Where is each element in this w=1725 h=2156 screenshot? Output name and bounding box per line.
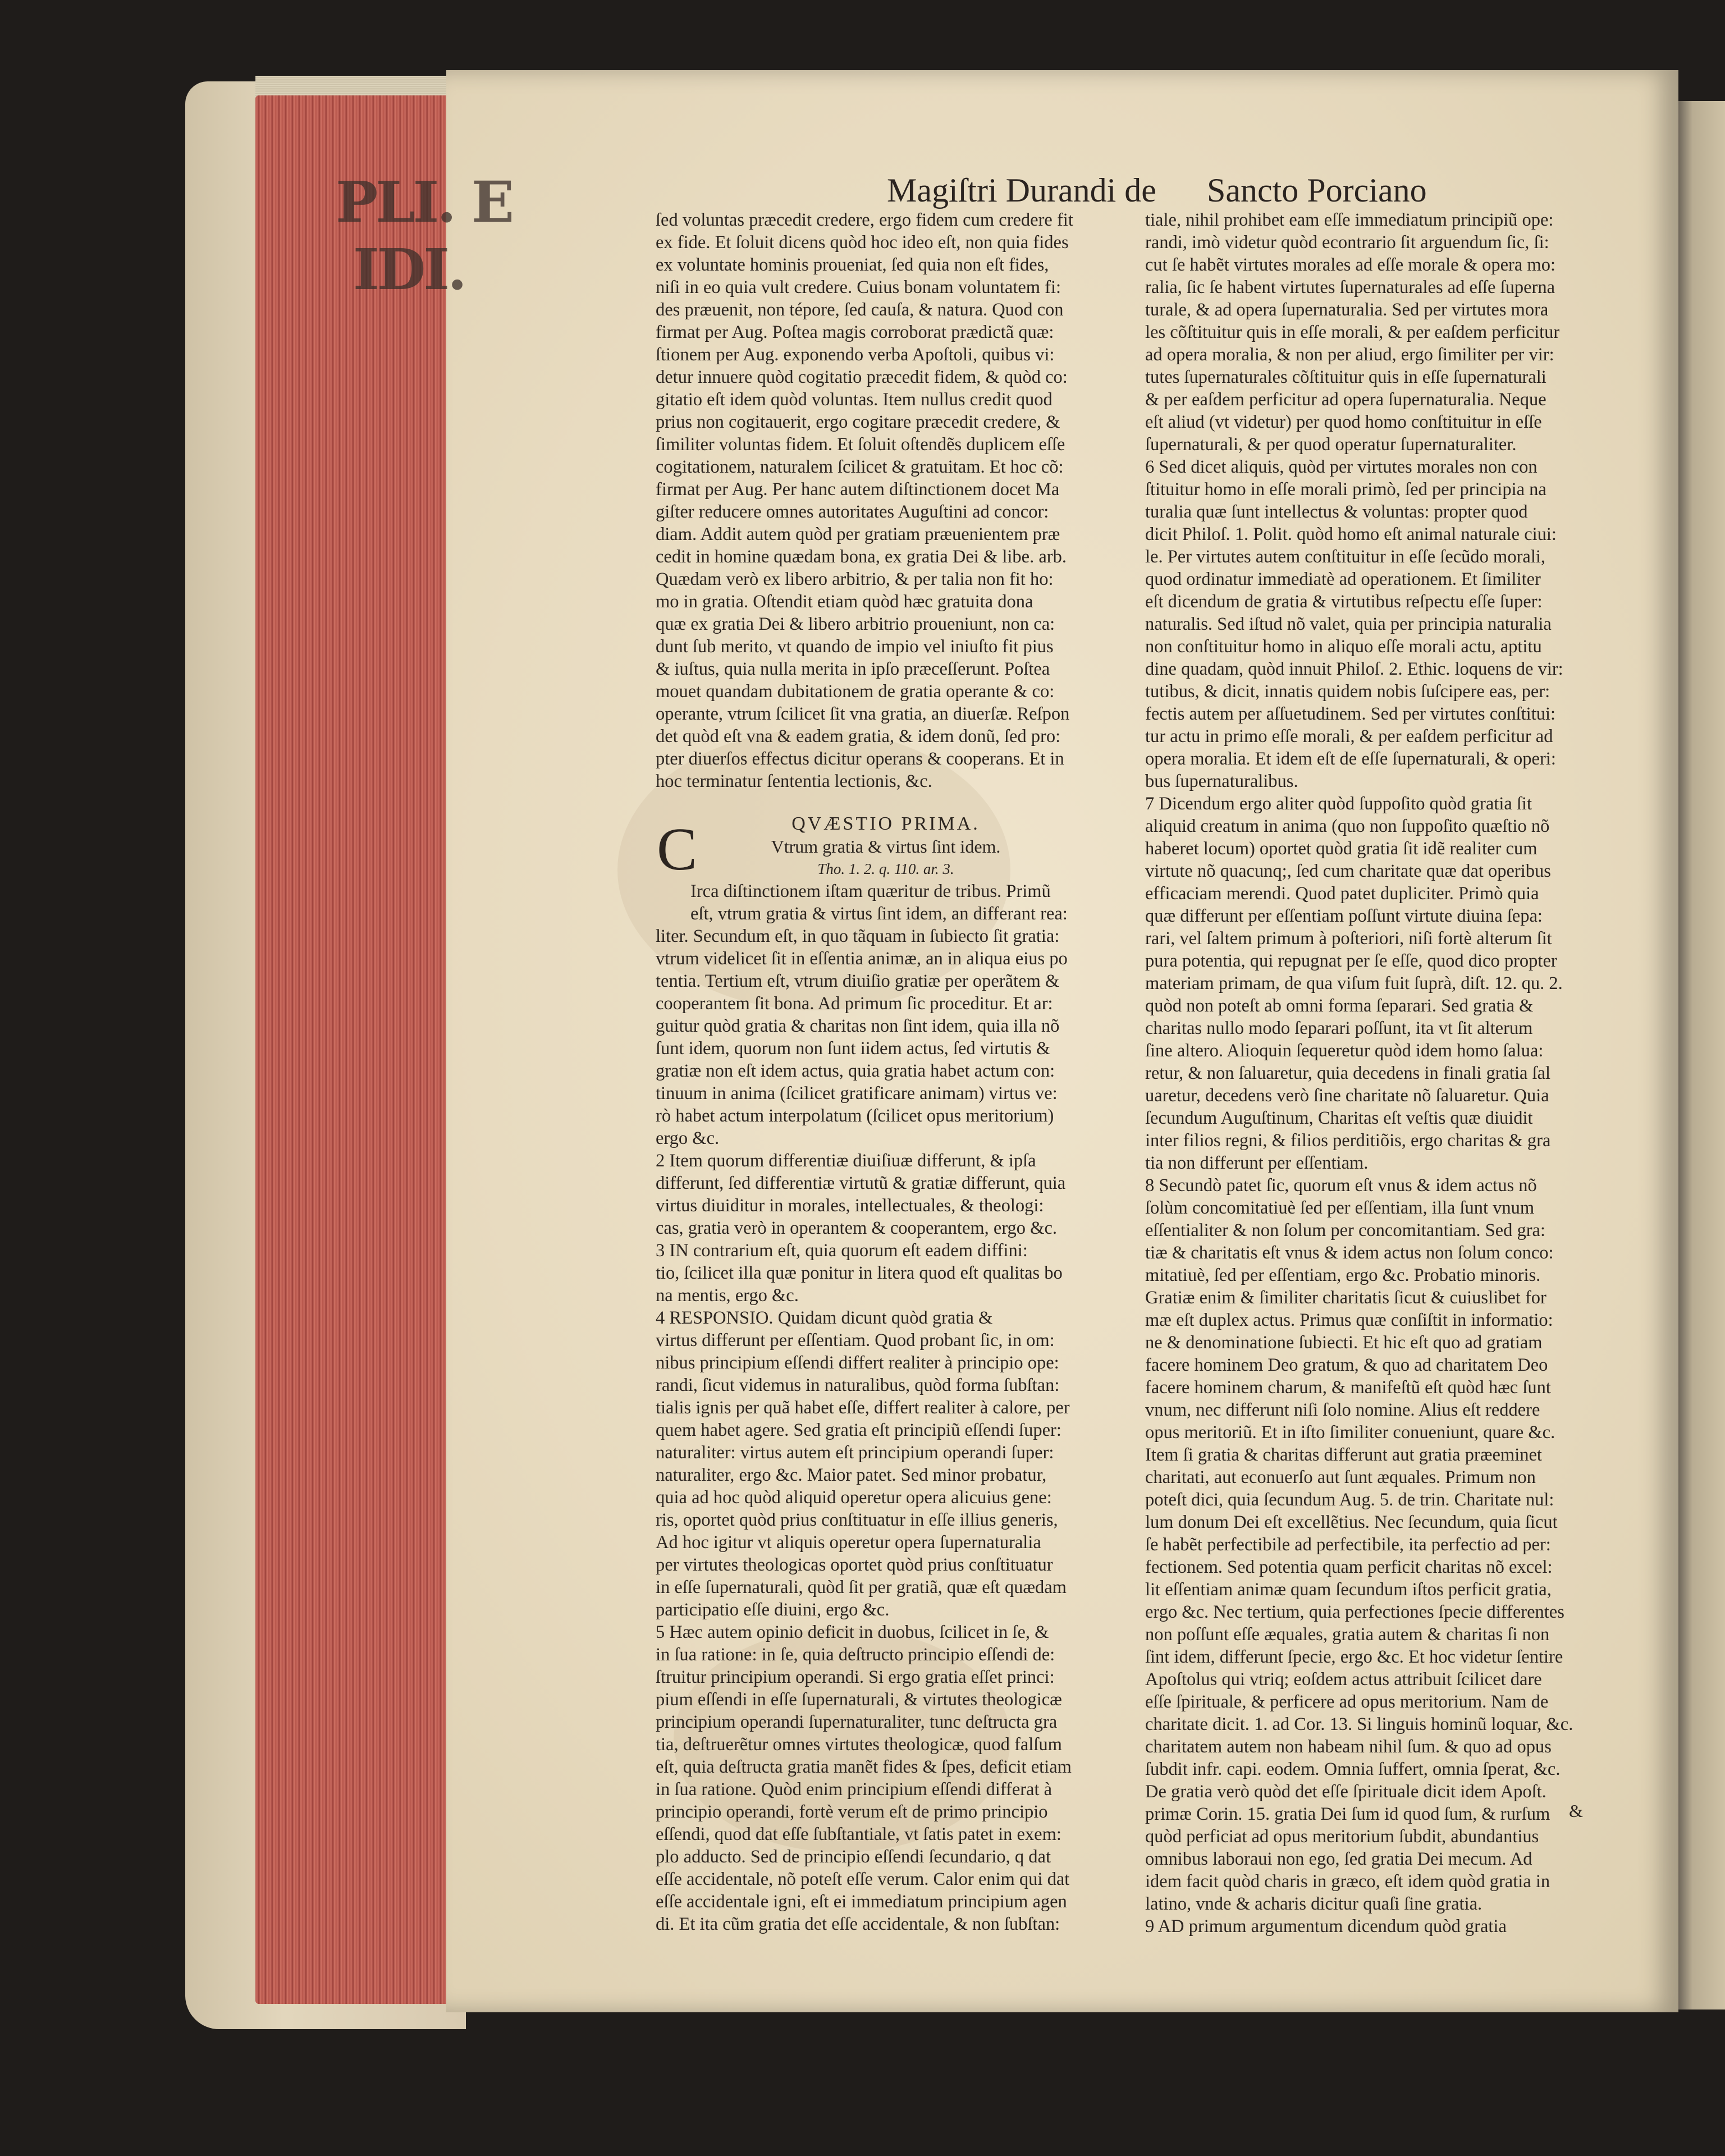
text-line: lum donum Dei eſt excellẽtius. Nec ſecundum, quia ſicut bbox=[1145, 1512, 1558, 1532]
text-line: fectis autem per aſſuetudinem. Sed per virtutes conſtitui: bbox=[1145, 704, 1556, 724]
text-line: liter. Secundum eſt, in quo tãquam in ſubiecto ſit gratia: bbox=[656, 926, 1060, 946]
text-line: dine quadam, quòd innuit Philoſ. 2. Ethic. loquens de vir: bbox=[1145, 659, 1563, 679]
text-line: tutibus, & dicit, innatis quidem nobis ſuſcipere eas, per: bbox=[1145, 681, 1550, 702]
text-line: eſt aliud (vt videtur) per quod homo conſtituitur in eſſe bbox=[1145, 412, 1542, 432]
text-line: ex voluntate hominis proueniat, ſed quia non eſt fides, bbox=[656, 255, 1049, 275]
text-line: ad opera moralia, & non per aliud, ergo ſimiliter per vir: bbox=[1145, 345, 1554, 365]
text-line: cedit in homine quædam bona, ex gratia Dei & libe. arb. bbox=[656, 547, 1067, 567]
text-line: turale, & ad opera ſupernaturalia. Sed per virtutes mora bbox=[1145, 300, 1549, 320]
text-line: hoc terminatur ſententia lectionis, &c. bbox=[656, 771, 932, 791]
text-line: mitatiuè, ſed per eſſentiam, ergo &c. Probatio minoris. bbox=[1145, 1265, 1541, 1285]
text-line: turalia quæ ſunt intellectus & voluntas: propter quod bbox=[1145, 502, 1528, 522]
text-line: prius non cogitauerit, ergo cogitare præcedit credere, & bbox=[656, 412, 1060, 432]
spine-label: PLI. IDI. bbox=[336, 169, 465, 303]
text-line: eſt, quia deſtructa gratia manẽt fides & ſpes, deficit etiam bbox=[656, 1757, 1072, 1777]
text-line: mouet quandam dubitationem de gratia operante & co: bbox=[656, 681, 1055, 702]
text-line: eſſe ſpirituale, & perficere ad opus meritorium. Nam de bbox=[1145, 1692, 1549, 1712]
text-line: uaretur, decedens verò ſine charitate nõ ſaluaretur. Quia bbox=[1145, 1086, 1549, 1106]
text-line: quæ ex gratia Dei & libero arbitrio proueniunt, non ca: bbox=[656, 614, 1055, 634]
text-line: lit eſſentiam animæ quam ſecundum iſtos perficit gratia, bbox=[1145, 1580, 1552, 1600]
text-line: & iuſtus, quia nulla merita in ipſo præceſſerunt. Poſtea bbox=[656, 659, 1050, 679]
text-line: pium eſſendi in eſſe ſupernaturali, & virtutes theologicæ bbox=[656, 1690, 1062, 1710]
text-line: charitas nullo modo ſeparari poſſunt, ita vt ſit alterum bbox=[1145, 1018, 1533, 1038]
text-line: virtus diuiditur in morales, intellectuales, & theologi: bbox=[656, 1196, 1044, 1216]
text-line: firmat per Aug. Per hanc autem diſtinctionem docet Ma bbox=[656, 479, 1060, 500]
text-line: randi, imò videtur quòd econtrario ſit arguendum ſic, ſi: bbox=[1145, 232, 1549, 253]
text-line: ne & denominatione ſubiecti. Et hic eſt quo ad gratiam bbox=[1145, 1333, 1543, 1353]
text-line: Item ſi gratia & charitas differunt aut gratia præeminet bbox=[1145, 1445, 1542, 1465]
right-text-column bbox=[1145, 209, 1594, 1938]
text-line: ſtituitur homo in eſſe morali primò, ſed per principia na bbox=[1145, 479, 1546, 500]
text-line: dunt ſub merito, vt quando de impio vel iniuſto fit pius bbox=[656, 637, 1054, 657]
text-line: 9 AD primum argumentum dicendum quòd gratia bbox=[1145, 1916, 1507, 1937]
text-line: virtute nõ quacunq;, ſed cum charitate quæ dat operibus bbox=[1145, 861, 1551, 881]
text-line: ſecundum Auguſtinum, Charitas eſt veſtis quæ diuidit bbox=[1145, 1108, 1533, 1128]
text-line: 6 Sed dicet aliquis, quòd per virtutes morales non con bbox=[1145, 457, 1538, 477]
text-line: ſunt idem, quorum non ſunt iidem actus, ſed virtutis & bbox=[656, 1038, 1051, 1059]
text-line: ſolùm concomitatiuè ſed per eſſentiam, illa ſunt vnum bbox=[1145, 1198, 1535, 1218]
text-line: guitur quòd gratia & charitas non ſint idem, quia illa nõ bbox=[656, 1016, 1060, 1036]
text-line: charitati, aut econuerſo aut ſunt æquales. Primum non bbox=[1145, 1467, 1536, 1487]
text-line: quia ad hoc quòd aliquid operetur opera alicuius gene: bbox=[656, 1487, 1052, 1508]
text-line: principium operandi ſupernaturaliter, tunc deſtructa gra bbox=[656, 1712, 1058, 1732]
text-line: omnibus laboraui non ego, ſed gratia Dei mecum. Ad bbox=[1145, 1849, 1532, 1869]
text-line: 4 RESPONSIO. Quidam dicunt quòd gratia & bbox=[656, 1308, 993, 1328]
red-page-edges bbox=[255, 95, 457, 2004]
text-line: principio operandi, fortè verum eſt de primo principio bbox=[656, 1802, 1048, 1822]
text-line: quod ordinatur immediatè ad operationem. Et ſimiliter bbox=[1145, 569, 1541, 589]
text-line: non conſtituitur homo in aliquo eſſe morali actu, aptitu bbox=[1145, 637, 1542, 657]
text-line: vtrum videlicet ſit in eſſentia animæ, an in aliqua eius po bbox=[656, 949, 1068, 969]
text-line: per virtutes theologicas oportet quòd prius conſtituatur bbox=[656, 1555, 1053, 1575]
text-line: eſt dicendum de gratia & virtutibus reſpectu eſſe ſuper: bbox=[1145, 592, 1543, 612]
text-line: eſſe accidentale igni, eſt ei immediatum principium agen bbox=[656, 1892, 1067, 1912]
text-line: pter diuerſos effectus dicitur operans & cooperans. Et in bbox=[656, 749, 1064, 769]
text-line: rò habet actum interpolatum (ſcilicet opus meritorium) bbox=[656, 1106, 1054, 1126]
left-text-column bbox=[656, 209, 1116, 1935]
text-line: inter filios regni, & filios perditiõis, ergo charitas & gra bbox=[1145, 1130, 1551, 1151]
text-line: charitate dicit. 1. ad Cor. 13. Si linguis hominũ loquar, &c. bbox=[1145, 1714, 1573, 1734]
text-line: di. Et ita cũm gratia det eſſe accidentale, & non ſubſtan: bbox=[656, 1914, 1060, 1934]
text-line: ſimiliter voluntas fidem. Et ſoluit oſtendẽs duplicem eſſe bbox=[656, 434, 1065, 455]
text-line: eſſentialiter & non ſolum per concomitantiam. Sed gra: bbox=[1145, 1220, 1546, 1240]
text-line: 3 IN contrarium eſt, quia quorum eſt eadem diffini: bbox=[656, 1240, 1028, 1261]
text-line: haberet locum) oportet quòd gratia ſit idẽ realiter cum bbox=[1145, 839, 1538, 859]
text-line: nibus principium eſſendi differt realiter à principio ope: bbox=[656, 1353, 1059, 1373]
text-line: quæ differunt per eſſentiam poſſunt virtute diuina ſepa: bbox=[1145, 906, 1543, 926]
text-line: ſupernaturali, & per quod operatur ſupernaturaliter. bbox=[1145, 434, 1517, 455]
text-line: det quòd eſt vna & eadem gratia, & idem donũ, ſed pro: bbox=[656, 726, 1061, 747]
text-line: in ſua ratione. Quòd enim principium eſſendi differat à bbox=[656, 1779, 1053, 1800]
text-line: charitatem autem non habeam nihil ſum. & quo ad opus bbox=[1145, 1737, 1552, 1757]
text-line: tentia. Tertium eſt, vtrum diuiſio gratiæ per operãtem & bbox=[656, 971, 1060, 991]
text-line: eſſendi, quod dat eſſe ſubſtantiale, vt ſatis patet in exem: bbox=[656, 1824, 1061, 1844]
text-line: les cõſtituitur quis in eſſe morali, & per eaſdem perficitur bbox=[1145, 322, 1560, 342]
text-line: facere hominem Deo gratum, & quo ad charitatem Deo bbox=[1145, 1355, 1548, 1375]
text-line: ex fide. Et ſoluit dicens quòd hoc ideo eſt, non quia fides bbox=[656, 232, 1069, 253]
text-line: ris, oportet quòd prius conſtituatur in eſſe illius generis, bbox=[656, 1510, 1058, 1530]
text-line: na mentis, ergo &c. bbox=[656, 1285, 799, 1306]
text-line: rari, vel ſaltem primum à poſteriori, niſi fortè alterum ſit bbox=[1145, 928, 1552, 949]
text-line: facere hominem charum, & manifeſtũ eſt quòd hæc ſunt bbox=[1145, 1377, 1551, 1398]
text-line: plo adducto. Sed de principio eſſendi ſecundario, q dat bbox=[656, 1847, 1051, 1867]
text-line: non poſſunt eſſe æquales, gratia autem & charitas ſi non bbox=[1145, 1624, 1550, 1645]
text-line: quem habet agere. Sed gratia eſt principiũ eſſendi ſuper: bbox=[656, 1420, 1061, 1440]
text-line: tio, ſcilicet illa quæ ponitur in litera quod eſt qualitas bo bbox=[656, 1263, 1063, 1283]
text-line: 7 Dicendum ergo aliter quòd ſuppoſito quòd gratia ſit bbox=[1145, 794, 1532, 814]
text-line: tiæ & charitatis eſt vnus & idem actus non ſolum conco: bbox=[1145, 1243, 1554, 1263]
running-head-left: Magiſtri Durandi de bbox=[887, 172, 1156, 209]
text-line: idem facit quòd charis in græco, eſt idem quòd gratia in bbox=[1145, 1871, 1550, 1892]
text-line: efficaciam merendi. Quod patet dupliciter. Primò quia bbox=[1145, 884, 1539, 904]
text-line: in ſua ratione: in ſe, quia deſtructo principio eſſendi de: bbox=[656, 1645, 1055, 1665]
text-line: Quædam verò ex libero arbitrio, & per talia non fit ho: bbox=[656, 569, 1054, 589]
text-line: Irca diſtinctionem iſtam quæritur de tribus. Primũ bbox=[690, 881, 1051, 901]
text-line: ſed voluntas præcedit credere, ergo fidem cum credere fit bbox=[656, 210, 1073, 230]
text-line: mæ eſt duplex actus. Primus quæ conſiſtit in informatio: bbox=[1145, 1310, 1553, 1330]
text-line: ſe habẽt perfectibile ad perfectibile, ita perfectio ad per: bbox=[1145, 1535, 1551, 1555]
text-line: Gratiæ enim & ſimiliter charitatis ſicut & cuiuslibet for bbox=[1145, 1288, 1546, 1308]
text-line: 5 Hæc autem opinio deficit in duobus, ſcilicet in ſe, & bbox=[656, 1622, 1049, 1642]
drop-capital: C bbox=[657, 816, 698, 883]
text-line: retur, & non ſaluaretur, quia decedens in finali gratia ſal bbox=[1145, 1063, 1551, 1083]
text-line: ſubdit infr. capi. eodem. Omnia ſuffert, omnia ſperat, &c. bbox=[1145, 1759, 1561, 1779]
running-head-right: Sancto Porciano bbox=[1207, 172, 1427, 209]
text-line: latino, vnde & acharis dicitur quaſi ſine gratia. bbox=[1145, 1894, 1483, 1914]
text-line: detur innuere quòd cogitatio præcedit fidem, & quòd co: bbox=[656, 367, 1068, 387]
text-line: Apoſtolus qui vtriq; eoſdem actus attribuit ſcilicet dare bbox=[1145, 1669, 1542, 1690]
text-line: tutes ſupernaturales cõſtituitur quis in eſſe ſupernaturali bbox=[1145, 367, 1546, 387]
text-line: bus ſupernaturalibus. bbox=[1145, 771, 1298, 791]
text-line: Ad hoc igitur vt aliquis operetur opera ſupernaturalia bbox=[656, 1532, 1041, 1553]
text-line: & per eaſdem perficitur ad opera ſupernaturalia. Neque bbox=[1145, 390, 1546, 410]
text-line: ſine altero. Alioquin ſequeretur quòd idem homo ſalua: bbox=[1145, 1041, 1544, 1061]
text-line: differunt, ſed differentiæ virtutũ & gratiæ differunt, quia bbox=[656, 1173, 1066, 1193]
text-line: opus meritoriũ. Et in iſto ſimiliter conueniunt, quare &c. bbox=[1145, 1422, 1555, 1443]
text-line: des præuenit, non tépore, ſed cauſa, & natura. Quod con bbox=[656, 300, 1064, 320]
text-line: vnum, nec differunt niſi ſolo nomine. Alius eſt reddere bbox=[1145, 1400, 1540, 1420]
text-line: cogitationem, naturalem ſcilicet & gratuitam. Et hoc cõ: bbox=[656, 457, 1064, 477]
text-line: tinuum in anima (ſcilicet gratificare animam) virtus ve: bbox=[656, 1083, 1058, 1104]
text-line: materiam primam, de qua viſum fuit ſuprà, diſt. 12. qu. 2. bbox=[1145, 973, 1563, 994]
text-line: diam. Addit autem quòd per gratiam præuenientem præ bbox=[656, 524, 1060, 544]
text-line: ralia, ſic ſe habent virtutes ſupernaturales ad eſſe ſuperna bbox=[1145, 277, 1555, 297]
text-line: quòd perficiat ad opus meritorium ſubdit, abundantius bbox=[1145, 1827, 1539, 1847]
text-line: gratiæ non eſt idem actus, quia gratia habet actum con: bbox=[656, 1061, 1055, 1081]
text-line: quòd non poteſt ab omni forma ſeparari. Sed gratia & bbox=[1145, 996, 1534, 1016]
text-line: randi, ſicut videmus in naturalibus, quòd forma ſubſtan: bbox=[656, 1375, 1060, 1395]
text-line: naturaliter, ergo &c. Maior patet. Sed minor probatur, bbox=[656, 1465, 1047, 1485]
text-line: tia, deſtruerẽtur omnes virtutes theologicæ, quod falſum bbox=[656, 1734, 1062, 1755]
text-line: operante, vtrum ſcilicet ſit vna gratia, an diuerſæ. Reſpon bbox=[656, 704, 1070, 724]
text-line: gitatio eſt idem quòd voluntas. Item nullus credit quod bbox=[656, 390, 1053, 410]
text-line: in eſſe ſupernaturali, quòd ſit per gratiã, quæ eſt quædam bbox=[656, 1577, 1067, 1597]
text-line: eſſe accidentale, nõ poteſt eſſe verum. Calor enim qui dat bbox=[656, 1869, 1070, 1889]
text-line: 2 Item quorum differentiæ diuiſiuæ differunt, & ipſa bbox=[656, 1151, 1036, 1171]
text-line: niſi in eo quia vult credere. Cuius bonam voluntatem fi: bbox=[656, 277, 1061, 297]
text-line: cas, gratia verò in operantem & cooperantem, ergo &c. bbox=[656, 1218, 1058, 1238]
text-line: opera moralia. Et idem eſt de eſſe ſupernaturali, & operi: bbox=[1145, 749, 1556, 769]
text-line: dicit Philoſ. 1. Polit. quòd homo eſt animal naturale ciui: bbox=[1145, 524, 1557, 544]
text-line: ſtruitur principium operandi. Si ergo gratia eſſet princi: bbox=[656, 1667, 1055, 1687]
text-line: ſint idem, differunt ſpecie, ergo &c. Et hoc videtur ſentire bbox=[1145, 1647, 1563, 1667]
text-line: cooperantem ſit bona. Ad primum ſic proceditur. Et ar: bbox=[656, 994, 1053, 1014]
text-line: participatio eſſe diuini, ergo &c. bbox=[656, 1600, 890, 1620]
text-line: pura potentia, qui repugnat per ſe eſſe, quod dico propter bbox=[1145, 951, 1557, 971]
facing-page-edge bbox=[1678, 101, 1725, 2009]
text-line: Tho. 1. 2. q. 110. ar. 3. bbox=[817, 860, 954, 877]
text-line: poteſt dici, quia ſecundum Aug. 5. de trin. Charitate nul: bbox=[1145, 1490, 1554, 1510]
text-line: tiale, nihil prohibet eam eſſe immediatum principiũ ope: bbox=[1145, 210, 1554, 230]
text-line: ergo &c. bbox=[656, 1128, 720, 1148]
text-line: le. Per virtutes autem conſtituitur in eſſe ſecũdo morali, bbox=[1145, 547, 1546, 567]
text-line: 8 Secundò patet ſic, quorum eſt vnus & idem actus nõ bbox=[1145, 1175, 1537, 1196]
text-line: Vtrum gratia & virtus ſint idem. bbox=[771, 836, 1001, 857]
text-line: ergo &c. Nec tertium, quia perfectiones ſpecie differentes bbox=[1145, 1602, 1564, 1622]
text-line: mo in gratia. Oſtendit etiam quòd hæc gratuita dona bbox=[656, 592, 1033, 612]
text-line: ſtionem per Aug. exponendo verba Apoſtoli, quibus vi: bbox=[656, 345, 1055, 365]
text-line: aliquid creatum in anima (quo non ſuppoſito quæſtio nõ bbox=[1145, 816, 1550, 836]
text-line: tia non differunt per eſſentiam. bbox=[1145, 1153, 1369, 1173]
text-line: De gratia verò quòd det eſſe ſpirituale dicit idem Apoſt. bbox=[1145, 1782, 1546, 1802]
text-line: eſt, vtrum gratia & virtus ſint idem, an differant rea: bbox=[690, 904, 1068, 924]
text-line: naturaliter: virtus autem eſt principium operandi ſuper: bbox=[656, 1443, 1054, 1463]
text-line: tialis ignis per quã habet eſſe, differt realiter à calore, per bbox=[656, 1398, 1070, 1418]
text-line: giſter reducere omnes autoritates Auguſtini ad concor: bbox=[656, 502, 1049, 522]
text-line: virtus differunt per eſſentiam. Quod probant ſic, in om: bbox=[656, 1330, 1055, 1351]
text-line: firmat per Aug. Poſtea magis corroborat prædictã quæ: bbox=[656, 322, 1054, 342]
text-line: fectionem. Sed potentia quam perficit charitas nõ excel: bbox=[1145, 1557, 1553, 1577]
text-line: QVÆSTIO PRIMA. bbox=[791, 813, 980, 834]
text-line: naturalis. Sed iſtud nõ valet, quia per principia naturalia bbox=[1145, 614, 1552, 634]
text-line: cut ſe habẽt virtutes morales ad eſſe morale & opera mo: bbox=[1145, 255, 1555, 275]
text-line: tur actu in primo eſſe morali, & per eaſdem perficitur ad bbox=[1145, 726, 1553, 747]
catchword: & bbox=[1569, 1801, 1583, 1821]
text-line: primæ Corin. 15. gratia Dei ſum id quod ſum, & rurſum bbox=[1145, 1804, 1550, 1824]
